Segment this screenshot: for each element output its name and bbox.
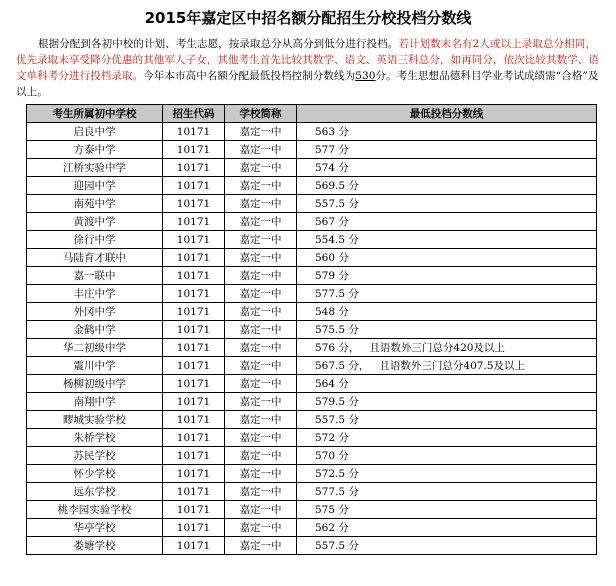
cell-code: 10171 — [163, 447, 225, 465]
cell-score — [297, 537, 597, 555]
cell-score — [297, 195, 597, 213]
cell-school: 方泰中学 — [27, 141, 163, 159]
cell-school: 迎园中学 — [27, 177, 163, 195]
cell-score — [297, 465, 597, 483]
score-value: 557.5 分 — [315, 539, 359, 552]
table-row — [27, 213, 597, 231]
cell-abbr: 嘉定一中 — [225, 303, 297, 321]
cell-abbr: 嘉定一中 — [225, 537, 297, 555]
cell-score — [297, 501, 597, 519]
score-value: 562 分 — [315, 521, 349, 534]
cell-code: 10171 — [163, 285, 225, 303]
score-value: 557.5 分 — [315, 413, 359, 426]
intro-text-4: 分。考生思想品德科目学业考试成绩需“合格”及以上。 — [16, 70, 599, 98]
cell-score — [297, 429, 597, 447]
cell-score — [297, 249, 597, 267]
cell-abbr: 嘉定一中 — [225, 375, 297, 393]
cell-school: 嘉一联中 — [27, 267, 163, 285]
cell-code: 10171 — [163, 339, 225, 357]
cell-abbr: 嘉定一中 — [225, 339, 297, 357]
cell-score — [297, 123, 597, 141]
score-value: 575.5 分 — [315, 323, 359, 336]
cell-school: 南翔中学 — [27, 393, 163, 411]
cell-code: 10171 — [163, 303, 225, 321]
cell-abbr: 嘉定一中 — [225, 357, 297, 375]
cell-code: 10171 — [163, 267, 225, 285]
cell-score — [297, 285, 597, 303]
cell-school: 娄塘学校 — [27, 537, 163, 555]
cell-abbr: 嘉定一中 — [225, 465, 297, 483]
cell-score — [297, 321, 597, 339]
cell-school: 桃李园实验学校 — [27, 501, 163, 519]
header-school: 考生所属初中学校 — [27, 105, 163, 123]
cell-code: 10171 — [163, 213, 225, 231]
table-row — [27, 231, 597, 249]
cell-score — [297, 357, 597, 375]
score-value: 575 分 — [315, 503, 349, 516]
table-row — [27, 411, 597, 429]
score-value: 576 分， — [315, 341, 360, 354]
table-row — [27, 195, 597, 213]
header-abbr: 学校简称 — [225, 105, 297, 123]
table-row — [27, 339, 597, 357]
intro-text-highlight: 若计划数末名有2人或以上录取总分相同，优先录取未享受降分优惠的其他军人子女，其他考生首先比较其数学、语文、英语三科总分，如再同分，依次比较其数学、语文单科考分进行投档录取。 — [16, 38, 599, 82]
score-value: 574 分 — [315, 161, 349, 174]
cell-score — [297, 213, 597, 231]
table-row — [27, 393, 597, 411]
score-table — [26, 104, 597, 555]
cell-code: 10171 — [163, 159, 225, 177]
score-value: 570 分 — [315, 449, 349, 462]
cell-abbr: 嘉定一中 — [225, 123, 297, 141]
cell-code: 10171 — [163, 321, 225, 339]
score-value: 572.5 分 — [315, 467, 359, 480]
cell-score — [297, 177, 597, 195]
score-value: 567 分 — [315, 215, 349, 228]
cell-school: 徐行中学 — [27, 231, 163, 249]
header-row — [27, 105, 597, 123]
cell-school: 华二初级中学 — [27, 339, 163, 357]
intro-text-1: 根据分配到各初中校的计划、考生志愿，按录取总分从高分到低分进行投档。 — [38, 38, 399, 50]
cell-score — [297, 231, 597, 249]
cell-school: 外冈中学 — [27, 303, 163, 321]
cell-abbr: 嘉定一中 — [225, 177, 297, 195]
cell-abbr: 嘉定一中 — [225, 483, 297, 501]
table-row — [27, 357, 597, 375]
score-value: 572 分 — [315, 431, 349, 444]
cell-school: 金鹤中学 — [27, 321, 163, 339]
score-value: 577.5 分 — [315, 485, 359, 498]
table-row — [27, 159, 597, 177]
cell-code: 10171 — [163, 429, 225, 447]
table-row — [27, 321, 597, 339]
cell-code: 10171 — [163, 141, 225, 159]
cell-abbr: 嘉定一中 — [225, 393, 297, 411]
cell-abbr: 嘉定一中 — [225, 267, 297, 285]
cell-score — [297, 483, 597, 501]
cell-school: 黄渡中学 — [27, 213, 163, 231]
cell-abbr: 嘉定一中 — [225, 321, 297, 339]
score-value: 563 分 — [315, 125, 349, 138]
intro-text-3: 今年本市高中名额分配最低投档控制分数线为 — [143, 70, 356, 82]
table-row — [27, 537, 597, 555]
cell-school: 华亭学校 — [27, 519, 163, 537]
cell-school: 远东学校 — [27, 483, 163, 501]
table-row — [27, 519, 597, 537]
table-row — [27, 249, 597, 267]
score-value: 577.5 分 — [315, 287, 359, 300]
header-score: 最低投档分数线 — [297, 105, 597, 123]
cell-code: 10171 — [163, 501, 225, 519]
cell-abbr: 嘉定一中 — [225, 519, 297, 537]
score-value: 579 分 — [315, 269, 349, 282]
cell-school: 丰庄中学 — [27, 285, 163, 303]
cell-code: 10171 — [163, 195, 225, 213]
cell-abbr: 嘉定一中 — [225, 195, 297, 213]
cell-code: 10171 — [163, 393, 225, 411]
cell-abbr: 嘉定一中 — [225, 249, 297, 267]
table-row — [27, 303, 597, 321]
score-value: 557.5 分 — [315, 197, 359, 210]
cell-code: 10171 — [163, 357, 225, 375]
score-value: 577 分 — [315, 143, 349, 156]
table-row — [27, 177, 597, 195]
cell-school: 怀少学校 — [27, 465, 163, 483]
cell-abbr: 嘉定一中 — [225, 285, 297, 303]
cell-code: 10171 — [163, 123, 225, 141]
score-value: 579.5 分 — [315, 395, 359, 408]
intro-paragraph — [16, 36, 600, 100]
cell-abbr: 嘉定一中 — [225, 213, 297, 231]
cell-score — [297, 519, 597, 537]
cell-code: 10171 — [163, 519, 225, 537]
table-row — [27, 267, 597, 285]
score-value: 548 分 — [315, 305, 349, 318]
cell-abbr: 嘉定一中 — [225, 159, 297, 177]
document-title: 2015年嘉定区中招名额分配招生分校投档分数线 — [144, 9, 472, 27]
score-value: 567.5 分， — [315, 359, 370, 372]
cell-score — [297, 447, 597, 465]
cell-abbr: 嘉定一中 — [225, 231, 297, 249]
cell-code: 10171 — [163, 375, 225, 393]
header-code: 招生代码 — [163, 105, 225, 123]
cell-code: 10171 — [163, 483, 225, 501]
cell-school: 震川中学 — [27, 357, 163, 375]
cell-code: 10171 — [163, 231, 225, 249]
cell-school: 朱桥学校 — [27, 429, 163, 447]
cell-code: 10171 — [163, 177, 225, 195]
table-row — [27, 465, 597, 483]
cell-school: 苏民学校 — [27, 447, 163, 465]
cell-code: 10171 — [163, 465, 225, 483]
control-score: 530 — [355, 70, 376, 82]
score-note: 且语数外三门总分407.5及以上 — [379, 359, 525, 372]
score-value: 554.5 分 — [315, 233, 359, 246]
score-value: 560 分 — [315, 251, 349, 264]
cell-score — [297, 411, 597, 429]
table-row — [27, 123, 597, 141]
table-row — [27, 141, 597, 159]
table-row — [27, 447, 597, 465]
cell-score — [297, 267, 597, 285]
table-row — [27, 429, 597, 447]
cell-school: 启良中学 — [27, 123, 163, 141]
score-value: 569.5 分 — [315, 179, 359, 192]
score-note: 且语数外三门总分420及以上 — [369, 341, 505, 354]
cell-code: 10171 — [163, 249, 225, 267]
cell-school: 疁城实验学校 — [27, 411, 163, 429]
cell-code: 10171 — [163, 411, 225, 429]
cell-abbr: 嘉定一中 — [225, 141, 297, 159]
table-row — [27, 375, 597, 393]
cell-abbr: 嘉定一中 — [225, 411, 297, 429]
cell-abbr: 嘉定一中 — [225, 429, 297, 447]
cell-score — [297, 393, 597, 411]
cell-abbr: 嘉定一中 — [225, 501, 297, 519]
table-row — [27, 501, 597, 519]
cell-score — [297, 303, 597, 321]
cell-score — [297, 339, 597, 357]
cell-score — [297, 375, 597, 393]
cell-school: 马陆育才联中 — [27, 249, 163, 267]
cell-score — [297, 141, 597, 159]
table-row — [27, 285, 597, 303]
cell-abbr: 嘉定一中 — [225, 447, 297, 465]
cell-school: 江桥实验中学 — [27, 159, 163, 177]
score-value: 564 分 — [315, 377, 349, 390]
cell-school: 南苑中学 — [27, 195, 163, 213]
cell-score — [297, 159, 597, 177]
table-header — [27, 105, 597, 123]
cell-code: 10171 — [163, 537, 225, 555]
table-row — [27, 483, 597, 501]
table-body — [27, 123, 597, 555]
cell-school: 杨柳初级中学 — [27, 375, 163, 393]
